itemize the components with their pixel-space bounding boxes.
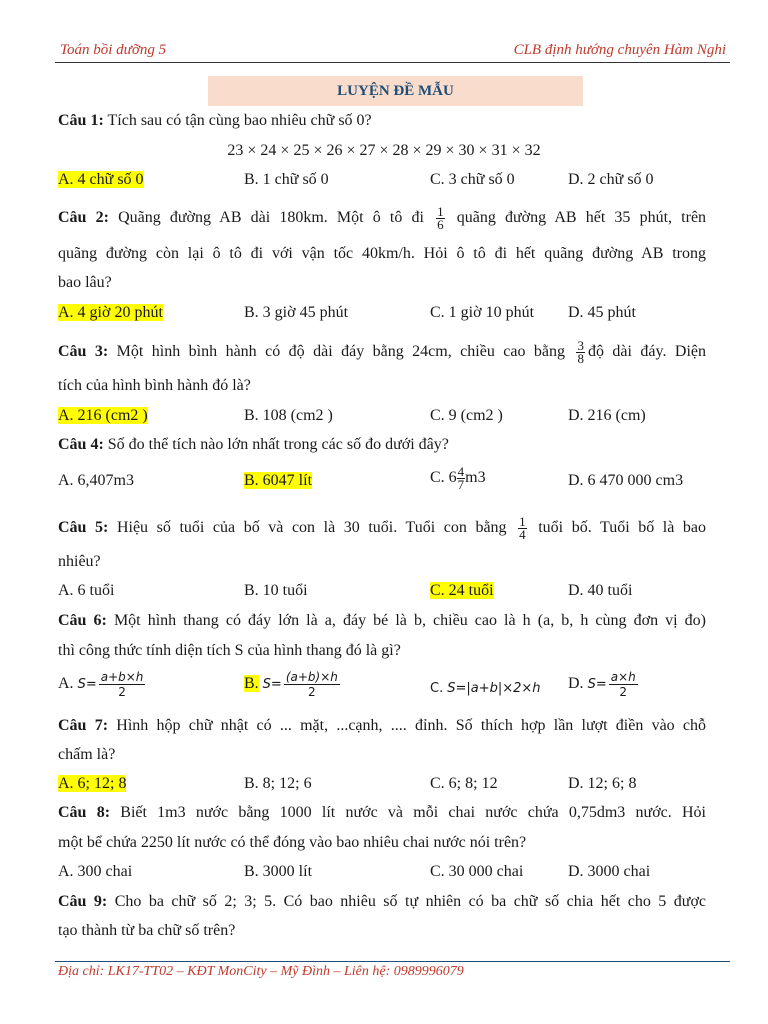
question-8-line2: một bể chứa 2250 lít nước có thể đóng vào bao nhiêu chai nước nói trên? [58,834,527,851]
fraction: $\frac{1}{6}$ [437,204,444,232]
question-8: Câu 8: Biết 1m3 nước bằng 1000 lít nước và mỗi chai nước chứa 0,75dm3 nước. Hỏi [58,804,707,821]
q4-option-a: A. 6,407m3 [58,472,134,489]
fraction: $\frac{1}{4}$ [519,514,526,542]
q7-option-a: A. 6; 12; 8 [58,775,127,792]
question-2-line2: quãng đường còn lại ô tô đi với vận tốc 40km/h. Hỏi ô tô đi hết quãng đường AB trong [58,245,706,262]
q3-option-d: D. 216 (cm) [568,407,646,424]
q2-option-c: C. 1 giờ 10 phút [430,304,535,321]
q8-option-b: B. 3000 lít [244,863,313,880]
question-9: Câu 9: Cho ba chữ số 2; 3; 5. Có bao nhiêu số tự nhiên có ba chữ số chia hết cho 5 được [58,893,707,910]
q7-option-b: B. 8; 12; 6 [244,775,312,792]
header-divider [55,62,730,63]
question-2: Câu 2: Quãng đường AB dài 180km. Một ô tô đi $\frac{1}{6}$ quãng đường AB hết 35 phút, trên [58,204,707,232]
header-left: Toán bồi dưỡng 5 [60,42,167,58]
q4-option-b: B. 6047 lít [244,472,313,489]
q1-option-c: C. 3 chữ số 0 [430,171,515,188]
header-right: CLB định hướng chuyên Hàm Nghi [513,42,726,58]
question-1-formula: 23 × 24 × 25 × 26 × 27 × 28 × 29 × 30 × 31 × 32 [227,142,541,159]
question-6: Câu 6: Một hình thang có đáy lớn là a, đáy bé là b, chiều cao là h (a, b, h cùng đơn vị đo) [58,612,706,629]
q5-option-b: B. 10 tuổi [244,582,308,599]
q5-option-c: C. 24 tuổi [430,582,494,599]
question-9-line2: tạo thành từ ba chữ số trên? [58,922,236,939]
q8-option-c: C. 30 000 chai [430,863,524,880]
q8-option-a: A. 300 chai [58,863,133,880]
q1-option-d: D. 2 chữ số 0 [568,171,654,188]
page-title: LUYỆN ĐỀ MẪU [208,76,583,106]
q6-option-c: C. S=|a+b|×2×h [430,681,541,696]
footer-address: Địa chỉ: LK17-TT02 – KĐT MonCity – Mỹ Đình – Liên hệ: 0989996079 [58,964,464,979]
q6-option-b: B. S= $\frac{(a+b)\times h}{2}$ [244,670,338,699]
question-7-line2: chấm là? [58,746,116,763]
question-3: Câu 3: Một hình bình hành có độ dài đáy bằng 24cm, chiều cao bằng $\frac{3}{8}$ độ dài đáy. Diện [58,338,707,366]
question-5-line2: nhiêu? [58,553,101,570]
question-text: Tích sau có tận cùng bao nhiêu chữ số 0? [103,112,372,129]
question-4: Câu 4: Số đo thể tích nào lớn nhất trong các số đo dưới đây? [58,436,449,453]
q1-option-a: A. 4 chữ số 0 [58,171,144,188]
fraction: $\frac{3}{8}$ [577,338,584,366]
question-2-line3: bao lâu? [58,274,112,291]
q2-option-a: A. 4 giờ 20 phút [58,304,163,321]
q3-option-c: C. 9 (cm2 ) [430,407,503,424]
q4-option-d: D. 6 470 000 cm3 [568,472,684,489]
q7-option-d: D. 12; 6; 8 [568,775,637,792]
q1-option-b: B. 1 chữ số 0 [244,171,329,188]
q5-option-a: A. 6 tuổi [58,582,115,599]
q2-option-b: B. 3 giờ 45 phút [244,304,349,321]
q4-option-c: C. 6 $\frac{4}{7}$ m3 [430,464,486,492]
q2-option-d: D. 45 phút [568,304,636,321]
q3-option-a: A. 216 (cm2 ) [58,407,148,424]
question-label: Câu 1: [58,112,104,129]
q8-option-d: D. 3000 chai [568,863,651,880]
fraction: $\frac{4}{7}$ [457,464,465,492]
q7-option-c: C. 6; 8; 12 [430,775,498,792]
q6-option-a: A. S= $\frac{a+b\times h}{2}$ [58,670,144,699]
q5-option-d: D. 40 tuổi [568,582,633,599]
footer-divider [55,961,730,962]
question-3-line2: tích của hình bình hành đó là? [58,377,251,394]
q6-option-d: D. S= $\frac{a\times h}{2}$ [568,670,636,699]
question-5: Câu 5: Hiệu số tuổi của bố và con là 30 tuổi. Tuổi con bằng $\frac{1}{4}$ tuổi bố. Tuổi bố là bao [58,514,707,542]
question-6-line2: thì công thức tính diện tích S của hình thang đó là gì? [58,642,401,659]
question-7: Câu 7: Hình hộp chữ nhật có ... mặt, ...cạnh, .... đỉnh. Số thích hợp lần lượt điền vào chỗ [58,717,707,734]
question-1 [58,112,372,130]
q3-option-b: B. 108 (cm2 ) [244,407,333,424]
